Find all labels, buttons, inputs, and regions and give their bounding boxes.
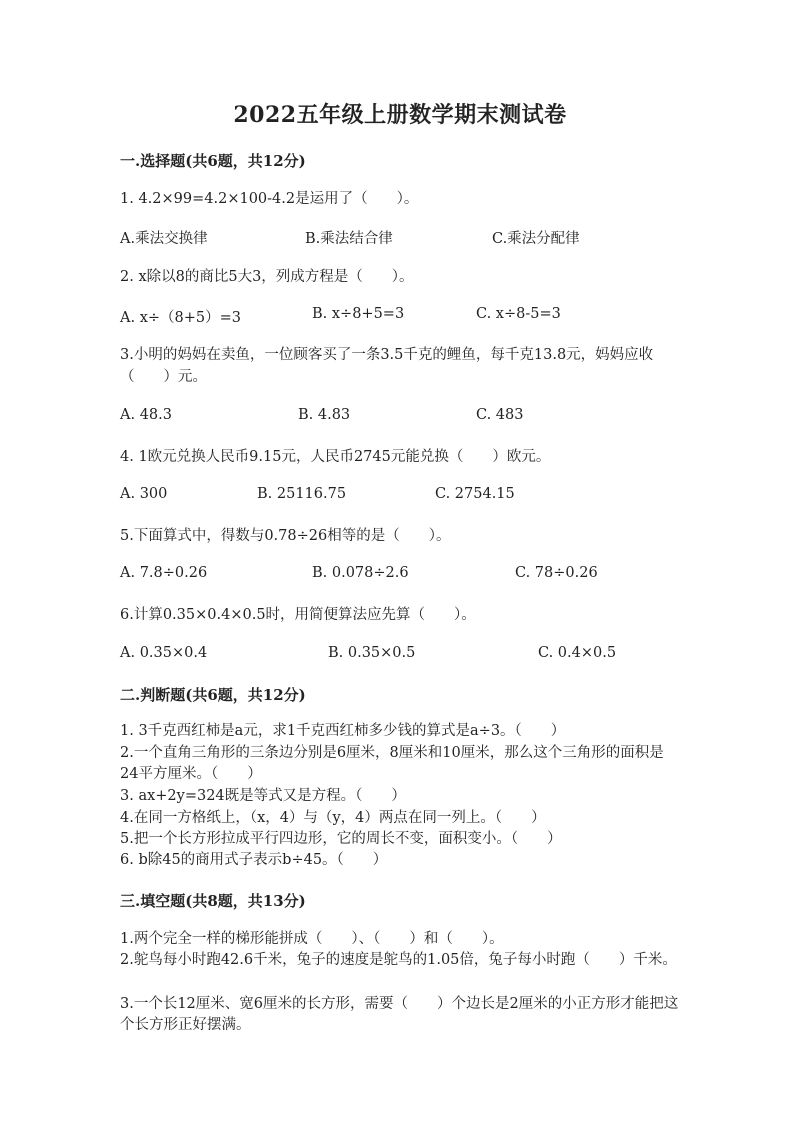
choice-options-3 — [120, 407, 720, 429]
fill-question-2: 2.鸵鸟每小时跑42.6千米，兔子的速度是鸵鸟的1.05倍，兔子每小时跑（ ）千米。 — [120, 952, 677, 968]
choice-option-6b: B. 0.35×0.5 — [328, 645, 416, 661]
choice-question-2: 2. x除以8的商比5大3，列成方程是（ ）。 — [120, 269, 414, 285]
choice-question-1: 1. 4.2×99=4.2×100-4.2是运用了（ ）。 — [120, 191, 419, 207]
fill-question-3: 3.一个长12厘米、宽6厘米的长方形，需要（ ）个边长是2厘米的小正方形才能把这个长方形正好摆满。 — [120, 996, 679, 1033]
choice-option-3c: C. 483 — [476, 407, 524, 423]
choice-option-1b: B.乘法结合律 — [305, 231, 393, 247]
section-header-fill: 三.填空题(共8题，共13分) — [120, 892, 306, 910]
choice-option-2a: A. x÷（8+5）=3 — [120, 310, 241, 326]
judge-question-2: 2.一个直角三角形的三条边分别是6厘米，8厘米和10厘米，那么这个三角形的面积是24平方厘米。（ ） — [120, 745, 664, 782]
choice-option-6c: C. 0.4×0.5 — [538, 645, 617, 661]
section-header-judge: 二.判断题(共6题，共12分) — [120, 686, 306, 704]
choice-question-3: 3.小明的妈妈在卖鱼，一位顾客买了一条3.5千克的鲤鱼，每千克13.8元，妈妈应收（ ）元。 — [120, 347, 654, 385]
choice-option-2c: C. x÷8-5=3 — [476, 306, 561, 322]
section-header-choice: 一.选择题(共6题，共12分) — [120, 152, 306, 170]
judge-question-6: 6. b除45的商用式子表示b÷45。（ ） — [120, 852, 388, 868]
choice-option-3a: A. 48.3 — [120, 407, 172, 423]
choice-options-1 — [120, 227, 720, 249]
choice-options-6 — [120, 645, 720, 667]
choice-option-6a: A. 0.35×0.4 — [120, 645, 208, 661]
choice-option-3b: B. 4.83 — [298, 407, 351, 423]
choice-option-5c: C. 78÷0.26 — [515, 565, 598, 581]
choice-options-5 — [120, 565, 720, 587]
choice-option-2b: B. x÷8+5=3 — [312, 306, 405, 322]
judge-question-5: 5.把一个长方形拉成平行四边形，它的周长不变，面积变小。（ ） — [120, 831, 562, 847]
choice-option-4c: C. 2754.15 — [435, 486, 515, 502]
choice-option-1c: C.乘法分配律 — [492, 231, 580, 247]
judge-question-4: 4.在同一方格纸上，（x，4）与（y，4）两点在同一列上。（ ） — [120, 810, 546, 826]
judge-question-3: 3. ax+2y=324既是等式又是方程。（ ） — [120, 788, 406, 804]
judge-question-1: 1. 3千克西红柿是a元，求1千克西红柿多少钱的算式是a÷3。（ ） — [120, 723, 566, 739]
fill-question-1: 1.两个完全一样的梯形能拼成（ ）、（ ）和（ ）。 — [120, 931, 504, 947]
choice-option-1a: A.乘法交换律 — [120, 231, 208, 247]
choice-options-4 — [120, 486, 720, 508]
choice-option-5a: A. 7.8÷0.26 — [120, 565, 208, 581]
choice-option-5b: B. 0.078÷2.6 — [312, 565, 409, 581]
choice-options-2 — [120, 306, 720, 328]
page-title: 2022五年级上册数学期末测试卷 — [233, 102, 567, 128]
choice-question-4: 4. 1欧元兑换人民币9.15元，人民币2745元能兑换（ ）欧元。 — [120, 449, 551, 465]
choice-question-5: 5.下面算式中，得数与0.78÷26相等的是（ ）。 — [120, 528, 451, 544]
choice-option-4a: A. 300 — [120, 486, 168, 502]
choice-option-4b: B. 25116.75 — [257, 486, 347, 502]
choice-question-6: 6.计算0.35×0.4×0.5时，用简便算法应先算（ ）。 — [120, 607, 476, 623]
